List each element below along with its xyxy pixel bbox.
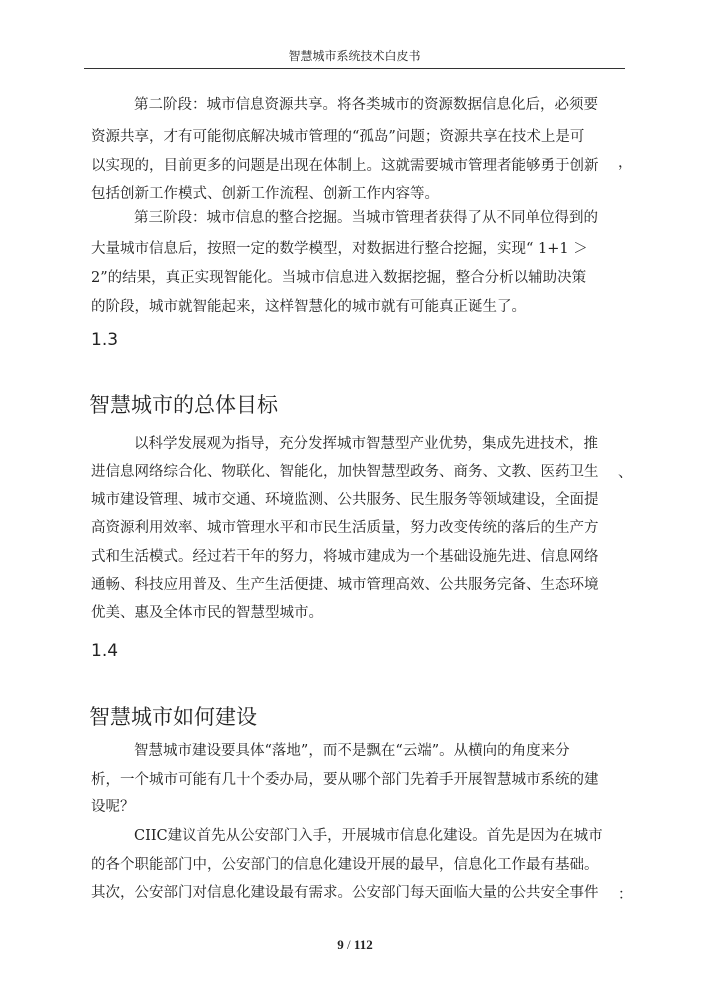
body-line: 第三阶段：城市信息的整合挖掘。当城市管理者获得了从不同单位得到的 (134, 210, 598, 226)
body-line: 设呢？ (91, 799, 135, 815)
side-mark: 、 (618, 465, 633, 481)
side-mark: ， (618, 155, 633, 171)
body-line: 优美、惠及全体市民的智慧型城市。 (91, 605, 323, 621)
body-line: 资源共享，才有可能彻底解决城市管理的“孤岛”问题；资源共享在技术上是可 (91, 129, 585, 145)
header-title: 智慧城市系统技术白皮书 (288, 49, 421, 63)
body-line: 第二阶段：城市信息资源共享。将各类城市的资源数据信息化后，必须要 (134, 97, 598, 113)
body-line: 式和生活模式。经过若干年的努力，将城市建成为一个基础设施先进、信息网络 (91, 549, 599, 565)
body-line: 智慧城市建设要具体“落地”，而不是飘在“云端”。从横向的角度来分 (134, 743, 570, 759)
body-line: 进信息网络综合化、物联化、智能化，加快智慧型政务、商务、文教、医药卫生 (91, 464, 599, 480)
section-number: 1.4 (91, 641, 119, 661)
body-line: 包括创新工作模式、创新工作流程、创新工作内容等。 (91, 186, 439, 202)
body-line: 以实现的，目前更多的问题是出现在体制上。这就需要城市管理者能够勇于创新 (91, 158, 599, 174)
section-number: 1.3 (91, 330, 119, 350)
body-line: 的各个职能部门中，公安部门的信息化建设开展的最早，信息化工作最有基础。 (91, 857, 599, 873)
body-line: 高资源利用效率、城市管理水平和市民生活质量，努力改变传统的落后的生产方 (91, 520, 599, 536)
page-separator: / (343, 937, 354, 952)
body-line: 以科学发展观为指导，充分发挥城市智慧型产业优势，集成先进技术，推 (134, 436, 598, 452)
section-title: 智慧城市如何建设 (89, 705, 257, 729)
page-header (84, 44, 625, 69)
body-line: CIIC建议首先从公安部门入手，开展城市信息化建设。首先是因为在城市 (134, 828, 603, 844)
current-page: 9 (337, 937, 344, 952)
section-title: 智慧城市的总体目标 (89, 393, 278, 417)
body-line: 城市建设管理、城市交通、环境监测、公共服务、民生服务等领域建设，全面提 (91, 492, 599, 508)
page-number (0, 937, 710, 953)
body-line: 通畅、科技应用普及、生产生活便捷、城市管理高效、公共服务完备、生态环境 (91, 577, 599, 593)
body-line: 的阶段，城市就智能起来，这样智慧化的城市就有可能真正诞生了。 (91, 299, 526, 315)
side-mark: ： (618, 887, 633, 903)
body-line: 大量城市信息后，按照一定的数学模型，对数据进行整合挖掘，实现“ 1+1 ＞ (91, 241, 588, 257)
body-line: 2”的结果，真正实现智能化。当城市信息进入数据挖掘，整合分析以辅助决策 (91, 270, 587, 286)
total-pages: 112 (353, 937, 373, 952)
body-line: 其次，公安部门对信息化建设最有需求。公安部门每天面临大量的公共安全事件 (91, 885, 599, 901)
body-line: 析，一个城市可能有几十个委办局，要从哪个部门先着手开展智慧城市系统的建 (91, 772, 599, 788)
